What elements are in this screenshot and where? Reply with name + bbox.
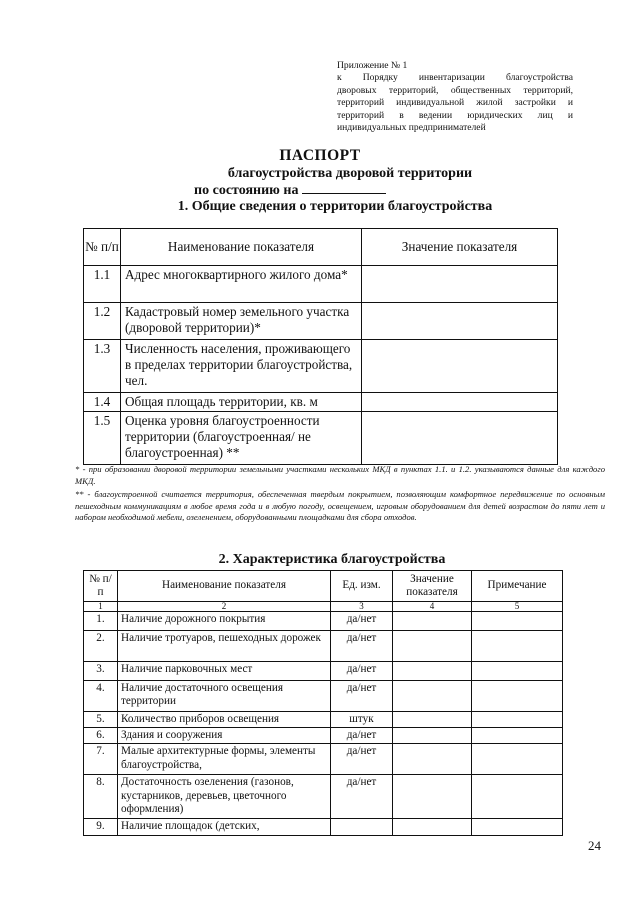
col-index: 4	[393, 602, 472, 612]
col-value-header: Значение показателя	[393, 571, 472, 602]
table-row	[84, 412, 558, 465]
row-name: Адрес многоквартирного жилого дома*	[121, 266, 362, 303]
row-name: Достаточность озеленения (газонов, кустарников, деревьев, цветочного оформления)	[118, 775, 331, 819]
row-name: Кадастровый номер земельного участка (дворовой территории)*	[121, 303, 362, 340]
row-name: Наличие парковочных мест	[118, 662, 331, 681]
row-num: 1.2	[84, 303, 121, 340]
appendix-block	[337, 60, 573, 134]
table-row	[84, 340, 558, 393]
col-index: 1	[84, 602, 118, 612]
table-row	[84, 775, 563, 819]
appendix-line: дворовых территорий, общественных территорий,	[337, 84, 573, 96]
row-num: 1.5	[84, 412, 121, 465]
row-unit: да/нет	[331, 631, 393, 662]
passport-subtitle: благоустройства дворовой территории	[227, 166, 473, 181]
footnote-2: ** - благоустроенной считается территория, обеспеченная твердым покрытием, позволяющим комфортное передвижение по основным пешеходным коммуникациям в любое время года и в любую погоду, освещением, игровым оборудованием для детей возрастом до пяти лет и набором необходимой мебели, озеленением, оборудованными площадками для сбора отходов.	[75, 489, 605, 523]
row-name: Наличие достаточного освещения территории	[118, 681, 331, 712]
row-name: Численность населения, проживающего в пределах территории благоустройства, чел.	[121, 340, 362, 393]
row-value[interactable]	[362, 393, 558, 412]
row-unit: штук	[331, 712, 393, 728]
row-value[interactable]	[393, 631, 472, 662]
row-value[interactable]	[393, 612, 472, 631]
table-row	[84, 681, 563, 712]
row-name: Оценка уровня благоустроенности территории (благоустроенная/ не благоустроенная) **	[121, 412, 362, 465]
row-num: 3.	[84, 662, 118, 681]
appendix-title: Приложение № 1	[337, 60, 408, 71]
general-info-table	[83, 228, 558, 465]
col-index: 2	[118, 602, 331, 612]
row-value[interactable]	[393, 819, 472, 835]
table-header-row	[84, 229, 558, 266]
table-row	[84, 612, 563, 631]
row-unit: да/нет	[331, 681, 393, 712]
row-num: 1.4	[84, 393, 121, 412]
row-value[interactable]	[393, 681, 472, 712]
row-note[interactable]	[472, 744, 563, 775]
table-row	[84, 631, 563, 662]
row-value[interactable]	[362, 303, 558, 340]
row-unit: да/нет	[331, 662, 393, 681]
table-row	[84, 712, 563, 728]
row-num: 6.	[84, 728, 118, 744]
appendix-line: индивидуальных предпринимателей	[337, 122, 486, 134]
passport-date-line	[0, 183, 610, 199]
row-name: Наличие площадок (детских,	[118, 819, 331, 835]
col-index: 5	[472, 602, 563, 612]
section1-title: 1. Общие сведения о территории благоустройства	[177, 199, 493, 214]
appendix-line: к Порядку инвентаризации благоустройства	[337, 72, 573, 84]
row-value[interactable]	[393, 662, 472, 681]
row-num: 4.	[84, 681, 118, 712]
passport-title: ПАСПОРТ	[279, 147, 361, 164]
row-value[interactable]	[393, 775, 472, 819]
row-value[interactable]	[362, 412, 558, 465]
table-header-row	[84, 571, 563, 602]
row-value[interactable]	[393, 744, 472, 775]
col-unit-header: Ед. изм.	[331, 571, 393, 602]
row-num: 1.3	[84, 340, 121, 393]
column-index-row	[84, 602, 563, 612]
row-num: 9.	[84, 819, 118, 835]
row-unit: да/нет	[331, 612, 393, 631]
characteristics-table	[83, 570, 563, 836]
row-num: 1.	[84, 612, 118, 631]
row-note[interactable]	[472, 712, 563, 728]
row-note[interactable]	[472, 631, 563, 662]
appendix-line: территорий индивидуальной жилой застройки и	[337, 97, 573, 109]
row-unit: да/нет	[331, 728, 393, 744]
row-note[interactable]	[472, 728, 563, 744]
row-note[interactable]	[472, 612, 563, 631]
row-name: Количество приборов освещения	[118, 712, 331, 728]
row-value[interactable]	[393, 728, 472, 744]
col-value-header: Значение показателя	[362, 229, 558, 266]
row-note[interactable]	[472, 662, 563, 681]
row-note[interactable]	[472, 775, 563, 819]
row-num: 7.	[84, 744, 118, 775]
appendix-line: территорий в ведении юридических лиц и	[337, 109, 573, 121]
table-row	[84, 393, 558, 412]
footnote-1: * - при образовании дворовой территории земельными участками нескольких МКД в пунктах 1.1. и 1.2. указываются данные для каждого МКД.	[75, 464, 605, 486]
section2-title: 2. Характеристика благоустройства	[218, 552, 446, 567]
col-index: 3	[331, 602, 393, 612]
row-num: 1.1	[84, 266, 121, 303]
row-value[interactable]	[362, 266, 558, 303]
date-prefix: по состоянию на	[194, 183, 299, 198]
table-row	[84, 266, 558, 303]
row-value[interactable]	[362, 340, 558, 393]
row-num: 2.	[84, 631, 118, 662]
table-row	[84, 744, 563, 775]
row-name: Наличие тротуаров, пешеходных дорожек	[118, 631, 331, 662]
row-note[interactable]	[472, 681, 563, 712]
page-number: 24	[588, 838, 601, 853]
row-name: Малые архитектурные формы, элементы благоустройства,	[118, 744, 331, 775]
row-num: 8.	[84, 775, 118, 819]
table-row	[84, 303, 558, 340]
date-blank	[302, 183, 386, 194]
table-row	[84, 662, 563, 681]
row-name: Здания и сооружения	[118, 728, 331, 744]
row-unit: да/нет	[331, 744, 393, 775]
row-name: Общая площадь территории, кв. м	[121, 393, 362, 412]
table-row	[84, 819, 563, 835]
row-unit	[331, 819, 393, 835]
row-name: Наличие дорожного покрытия	[118, 612, 331, 631]
row-note[interactable]	[472, 819, 563, 835]
table-row	[84, 728, 563, 744]
row-unit: да/нет	[331, 775, 393, 819]
col-name-header: Наименование показателя	[118, 571, 331, 602]
col-name-header: Наименование показателя	[121, 229, 362, 266]
col-num-header: № п/п	[84, 229, 121, 266]
col-num-header: № п/п	[84, 571, 118, 602]
col-note-header: Примечание	[472, 571, 563, 602]
row-num: 5.	[84, 712, 118, 728]
row-value[interactable]	[393, 712, 472, 728]
